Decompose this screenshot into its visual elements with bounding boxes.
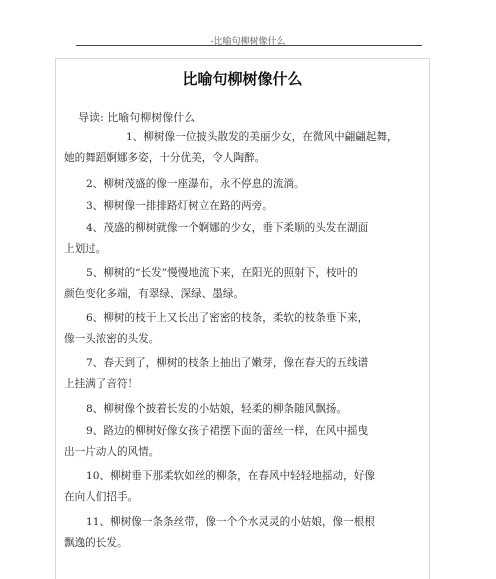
paragraph-line: 10、柳树垂下那柔软如丝的柳条，在春风中轻轻地摇动，好像: [86, 470, 375, 482]
paragraph-7: [64, 353, 414, 395]
paragraph-line: 11、柳树像一条条丝带，像一个个水灵灵的小姑娘，像一根根: [86, 516, 375, 528]
paragraph-10: [64, 466, 414, 508]
paragraph-line: 在向人们招手。: [64, 491, 139, 503]
paragraph-line: 5、柳树的“长发”慢慢地流下来，在阳光的照射下，枝叶的: [86, 267, 358, 279]
paragraph-2: [64, 174, 414, 195]
paragraph-line: 4、茂盛的柳树就像一个婀娜的少女，垂下柔顺的头发在湖面: [86, 222, 369, 234]
paragraph-8: [64, 399, 414, 420]
paragraph-line: 她的舞蹈婀娜多姿，十分优美，令人陶醉。: [64, 152, 266, 164]
document-title: 比喻句柳树像什么: [182, 70, 303, 88]
paragraph-6: [64, 308, 414, 350]
paragraph-line: 飘逸的长发。: [64, 537, 128, 549]
paragraph-line: 1、柳树像一位披头散发的美丽少女，在微风中翩翩起舞，: [126, 131, 398, 143]
paragraph-line: 像一头浓密的头发。: [64, 333, 160, 345]
paragraph-9: [64, 421, 414, 463]
header-title: -比喻句柳树像什么: [210, 37, 286, 47]
paragraph-line: 8、柳树像个披着长发的小姑娘，轻柔的柳条随风飘扬。: [86, 403, 347, 415]
paragraph-5: [64, 263, 414, 305]
paragraph-1: [64, 127, 414, 169]
paragraph-line: 3、柳树像一排排路灯树立在路的两旁。: [86, 200, 273, 212]
header-divider: [76, 45, 422, 46]
paragraph-line: 9、路边的柳树好像女孩子裙摆下面的蕾丝一样，在风中摇曳: [86, 425, 369, 437]
document-page: [55, 58, 430, 579]
paragraph-line: 上挂满了音符！: [64, 378, 139, 390]
paragraph-line: 出一片动人的风情。: [64, 446, 160, 458]
paragraph-line: 2、柳树茂盛的像一座瀑布，永不停息的流淌。: [86, 178, 305, 190]
paragraph-3: [64, 196, 414, 217]
lead-line: 导读: 比喻句柳树像什么: [78, 111, 196, 124]
paragraph-11: [64, 512, 414, 554]
paragraph-4: [64, 218, 414, 260]
paragraph-line: 颜色变化多端，有翠绿、深绿、墨绿。: [64, 288, 245, 300]
paragraph-line: 7、春天到了，柳树的枝条上抽出了嫩芽，像在春天的五线谱: [86, 357, 369, 369]
paragraph-line: 上划过。: [64, 243, 107, 255]
paragraph-line: 6、柳树的枝干上又长出了密密的枝条，柔软的枝条垂下来，: [86, 312, 369, 324]
